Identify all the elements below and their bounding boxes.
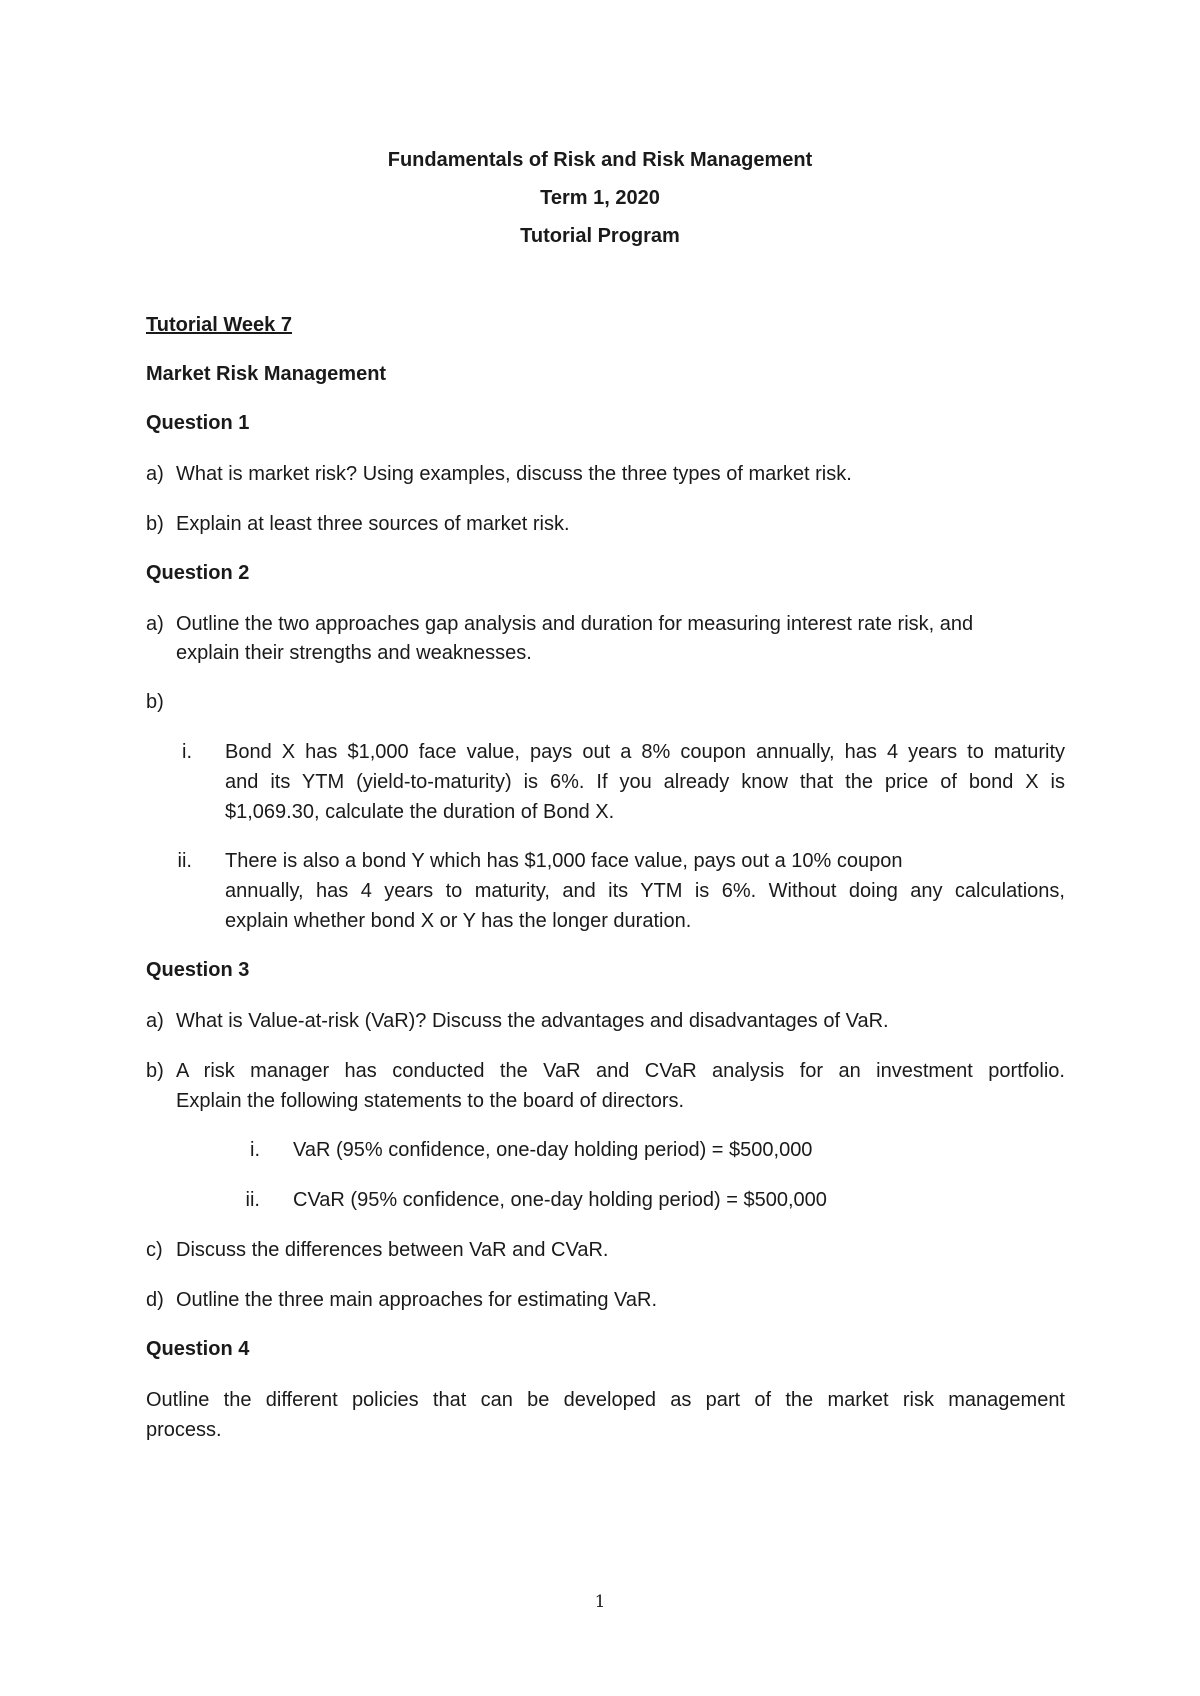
q2-b-ii-line1: There is also a bond Y which has $1,000 face value, pays out a 10% coupon bbox=[225, 850, 903, 872]
document-title: Fundamentals of Risk and Risk Management bbox=[387, 149, 813, 171]
week-heading: Tutorial Week 7 bbox=[146, 314, 292, 336]
q2-b-i-line2: and its YTM (yield-to-maturity) is 6%. If you already know that the price of bond X is bbox=[225, 771, 1065, 793]
q3-d-marker: d) bbox=[146, 1289, 164, 1311]
q2-b-ii-line3: explain whether bond X or Y has the longer duration. bbox=[225, 910, 692, 932]
q3-b-marker: b) bbox=[146, 1060, 164, 1082]
q2-a-marker: a) bbox=[146, 613, 164, 635]
question-1-heading: Question 1 bbox=[146, 412, 250, 434]
topic-heading: Market Risk Management bbox=[146, 363, 387, 385]
q2-b-ii-marker: ii. bbox=[177, 850, 192, 872]
q2-b-i-line3: $1,069.30, calculate the duration of Bond X. bbox=[225, 801, 615, 823]
q2-b-i-line1: Bond X has $1,000 face value, pays out a 8% coupon annually, has 4 years to maturity bbox=[225, 741, 1065, 763]
q3-b-i-text: VaR (95% confidence, one-day holding period) = $500,000 bbox=[293, 1139, 813, 1161]
q3-b-ii-marker: ii. bbox=[245, 1189, 260, 1211]
page-number: 1 bbox=[594, 1592, 606, 1612]
q3-b-ii-text: CVaR (95% confidence, one-day holding period) = $500,000 bbox=[293, 1189, 827, 1211]
q2-b-marker: b) bbox=[146, 691, 164, 713]
program-label: Tutorial Program bbox=[520, 225, 680, 247]
q2-a-line2: explain their strengths and weaknesses. bbox=[176, 642, 532, 664]
q2-b-i-marker: i. bbox=[182, 741, 192, 763]
q1-b-marker: b) bbox=[146, 513, 164, 535]
q3-b-line2: Explain the following statements to the board of directors. bbox=[176, 1090, 685, 1112]
q3-a-text: What is Value-at-risk (VaR)? Discuss the advantages and disadvantages of VaR. bbox=[176, 1010, 889, 1032]
q4-line2: process. bbox=[146, 1419, 222, 1441]
term-label: Term 1, 2020 bbox=[540, 187, 660, 209]
q1-b-text: Explain at least three sources of market risk. bbox=[176, 513, 570, 535]
q2-b-ii-line2: annually, has 4 years to maturity, and its YTM is 6%. Without doing any calculations, bbox=[225, 880, 1065, 902]
q3-c-text: Discuss the differences between VaR and CVaR. bbox=[176, 1239, 609, 1261]
question-4-heading: Question 4 bbox=[146, 1338, 250, 1360]
question-3-heading: Question 3 bbox=[146, 959, 250, 981]
question-2-heading: Question 2 bbox=[146, 562, 250, 584]
q2-a-line1: Outline the two approaches gap analysis and duration for measuring interest rate risk, and bbox=[176, 613, 974, 635]
q3-b-i-marker: i. bbox=[250, 1139, 260, 1161]
q3-a-marker: a) bbox=[146, 1010, 164, 1032]
q3-c-marker: c) bbox=[146, 1239, 163, 1261]
q3-b-line1: A risk manager has conducted the VaR and CVaR analysis for an investment portfolio. bbox=[176, 1060, 1065, 1082]
q1-a-text: What is market risk? Using examples, discuss the three types of market risk. bbox=[176, 463, 852, 485]
q4-line1: Outline the different policies that can be developed as part of the market risk management bbox=[146, 1389, 1065, 1411]
q1-a-marker: a) bbox=[146, 463, 164, 485]
q3-d-text: Outline the three main approaches for estimating VaR. bbox=[176, 1289, 657, 1311]
